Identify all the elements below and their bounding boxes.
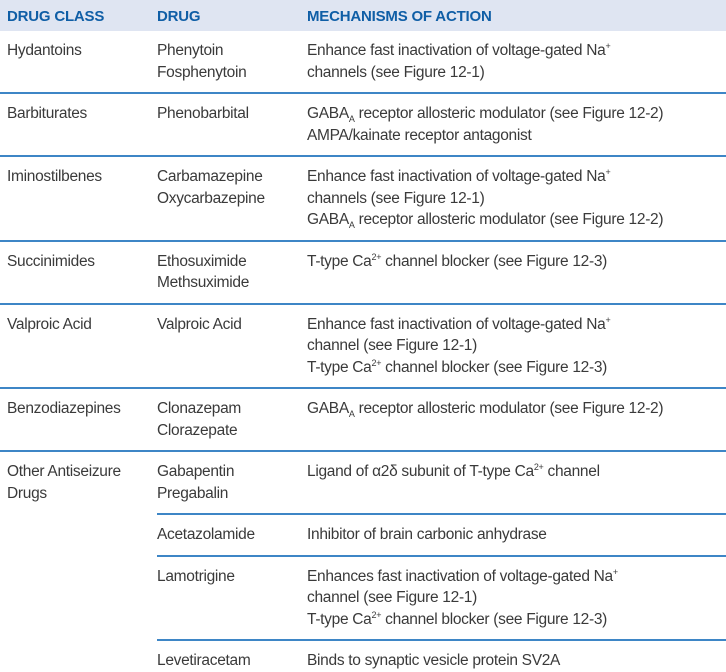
mechanism-line: Enhances fast inactivation of voltage-gated Na+ [307,566,618,585]
mechanism-line: T-type $Ca^{2+}$ channel blocker (see Figure 12-3) [307,251,608,270]
drug-name: Clorazepate [157,421,238,439]
mechanism-line: Inhibitor of brain carbonic anhydrase [307,526,547,543]
mechanism-cell [307,650,722,672]
superscript: 2+ [371,251,382,262]
mechanism-line: channel (see Figure 12-1) [307,589,477,606]
drug-class-cell: Barbiturates [7,105,87,122]
mechanism-line: channels (see Figure 12-1) [307,63,485,81]
drug-name: Gabapentin [157,463,235,480]
drug-name: Oxycarbazepine [157,189,265,207]
table-row [0,305,726,390]
drug-name: Pregabalin [157,484,229,502]
mechanism-line: Enhance fast inactivation of voltage-gated Na+ [307,41,611,59]
mechanism-cell [307,398,722,420]
mechanism-line: AMPA/kainate receptor antagonist [307,126,532,144]
mechanism-line: $GABA_A$ receptor allosteric modulator (see Figure 12-2) [307,105,664,124]
drug-class-line: Other Antiseizure [7,463,121,480]
table-subrow [157,452,726,515]
superscript: + [605,167,611,177]
subscript: A [348,409,355,419]
drug-cell [157,166,297,209]
header-drug: DRUG [157,8,201,25]
drug-class-cell [7,461,152,504]
drug-name: Lamotrigine [157,567,235,585]
drug-name: Levetiracetam [157,652,251,669]
mechanism-cell [307,40,722,83]
mechanism-line: channels (see Figure 12-1) [307,189,485,207]
table-row [0,157,726,242]
drug-cell [157,251,297,294]
mechanism-line: T-type $Ca^{2+}$ channel blocker (see Figure 12-3) [307,357,608,376]
superscript: 2+ [371,609,382,620]
mechanism-cell [307,166,722,231]
table-header [0,0,726,31]
table-row [0,31,726,94]
mechanism-line: T-type $Ca^{2+}$ channel blocker (see Figure 12-3) [307,609,608,628]
drug-name: Ethosuximide [157,252,247,270]
mechanism-line: $GABA_A$ receptor allosteric modulator (see Figure 12-2) [307,211,664,230]
header-mechanisms: MECHANISMS OF ACTION [307,8,492,25]
drug-class-line: Drugs [7,484,47,502]
superscript: + [605,41,611,51]
table-row [0,242,726,305]
drug-class-cell: Iminostilbenes [7,168,102,185]
subscript: A [348,220,355,230]
drug-class-cell: Hydantoins [7,42,82,59]
mechanism-cell [307,251,722,273]
drug-name: Carbamazepine [157,168,263,185]
mechanism-line: $GABA_A$ receptor allosteric modulator (see Figure 12-2) [307,400,664,419]
mechanism-cell [307,461,722,483]
drug-name: Valproic Acid [157,315,242,333]
drug-name: Phenytoin [157,42,224,59]
drug-cell [157,103,297,125]
mechanism-line: Binds to synaptic vesicle protein SV2A [307,652,561,669]
mechanism-cell [307,524,722,546]
drug-cell [157,314,297,336]
drug-name: Acetazolamide [157,526,255,543]
table-row [0,94,726,157]
drug-class-cell: Valproic Acid [7,315,92,333]
drug-cell [157,524,297,546]
subscript: A [348,114,355,124]
mechanism-cell [307,314,722,379]
drug-name: Phenobarbital [157,105,249,122]
table-body [0,31,726,452]
drug-cell [157,40,297,83]
other-antiseizure-group [0,452,726,671]
superscript: 2+ [371,357,382,368]
drug-name: Methsuximide [157,274,250,291]
mechanism-line: Enhance fast inactivation of voltage-gated Na+ [307,167,611,185]
superscript: 2+ [533,462,544,472]
drug-cell [157,398,297,441]
mechanism-cell [307,566,722,631]
drug-class-cell: Succinimides [7,252,95,270]
drug-name: Clonazepam [157,400,242,417]
drug-cell [157,650,297,672]
header-drug-class: DRUG CLASS [7,8,105,25]
drug-class-cell: Benzodiazepines [7,400,121,417]
table-subrow [157,557,726,642]
table-row [0,389,726,452]
superscript: + [605,314,611,325]
drug-cell [157,461,297,504]
mechanism-line: channel (see Figure 12-1) [307,337,477,354]
mechanism-line: Ligand of α2δ subunit of T-type $Ca^{2+}$ channel [307,462,600,480]
superscript: + [612,566,618,577]
drug-name: Fosphenytoin [157,63,247,81]
drug-cell [157,566,297,588]
table-subrow [157,515,726,557]
table-subrow [157,641,726,671]
mechanism-cell [307,103,722,146]
mechanism-line: Enhance fast inactivation of voltage-gated Na+ [307,314,611,333]
